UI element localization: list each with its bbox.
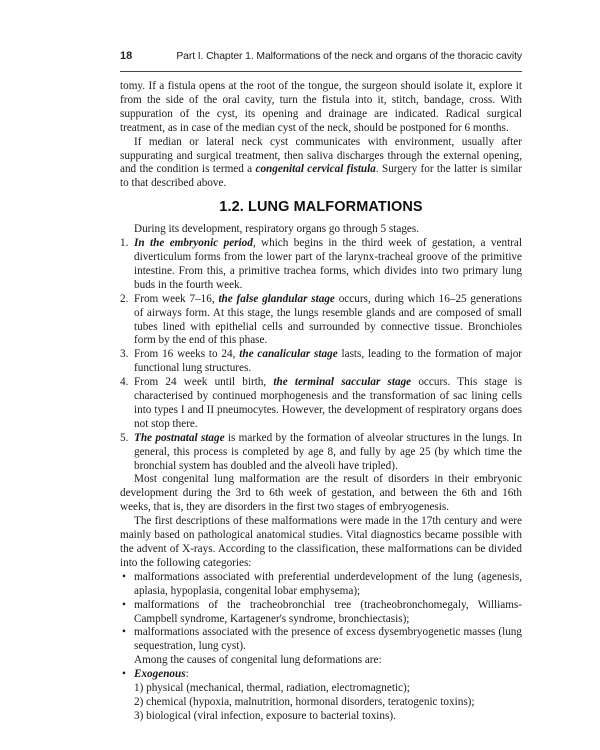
paragraph-embryonic-disorders: Most congenital lung malformation are the result of disorders in their embryonic development during the 3rd to 6th week of gestation, and between the 6th and 16th weeks, that is, they are disorders in the first two stages of embryogenesis.: [120, 473, 522, 514]
stages-list: [120, 237, 522, 473]
categories-list: [120, 571, 522, 654]
text-run: malformations associated with the presence of excess dysembryogenetic masses (lung sequestration, lung cyst).: [134, 626, 522, 653]
stage-item: [120, 237, 522, 293]
paragraph-causes: Among the causes of congenital lung deformations are:: [134, 654, 382, 667]
section-title: 1.2. LUNG MALFORMATIONS: [219, 199, 423, 216]
causes-list: [120, 668, 522, 682]
text-run: malformations of the tracheobronchial tree (tracheobronchomegaly, Williams-Campbell syndrome, Kartagener's syndrome, bronchiectasis);: [134, 598, 522, 625]
page-number: 18: [120, 50, 133, 62]
running-title: Part I. Chapter 1. Malformations of the neck and organs of the thoracic cavity: [176, 51, 522, 62]
stage-item: [120, 432, 522, 474]
text-run: occurs. This stage is characterised by continued morphogenesis and the transformation of sac lining cells into types I and II pneumocytes. However, the development of respiratory organs does not stop there.: [134, 376, 522, 430]
sub-item: 2) chemical (hypoxia, malnutrition, hormonal disorders, teratogenic toxins);: [134, 695, 475, 708]
bullet-icon: •: [122, 626, 126, 639]
item-number: 5.: [120, 431, 129, 444]
paragraph-cervical-fistula: [120, 136, 522, 192]
item-number: 1.: [120, 237, 129, 250]
paragraph-continued: tomy. If a fistula opens at the root of the tongue, the surgeon should isolate it, explore it from the side of the oral cavity, turn the fistula into it, stitch, bandage, cross. With suppuration of the cyst, its opening and drainage are indicated. Radical surgical treatment, as in case of the median cyst of the neck, should be postponed for 6 months.: [120, 80, 522, 134]
item-number: 4.: [120, 376, 129, 389]
text-run: lasts, leading to the formation of major functional lung structures.: [134, 348, 523, 375]
text-run: occurs, during which 16–25 generations of airways form. At this stage, the lungs resemble glands and are composed of small tubes lined with epithelial cells and surrounded by connective tissue. Bronchioles form by the end of this phase.: [134, 292, 522, 347]
bullet-icon: •: [122, 598, 126, 611]
header-rule: [120, 71, 522, 72]
text-run: From week 7–16,: [134, 292, 219, 305]
item-number: 2.: [120, 292, 129, 305]
list-item: [120, 599, 522, 627]
text-run: is marked by the formation of alveolar structures in the lungs. In general, this process is completed by age 8, and fully by age 25 (by which time the bronchial system has doubled and the alveoli have tripled).: [134, 431, 522, 472]
page-header: [120, 50, 522, 68]
emphasis-term: the false glandular stage: [218, 292, 335, 305]
stage-item: [120, 293, 522, 349]
emphasis-term: congenital cervical fistula: [255, 163, 376, 176]
bullet-icon: •: [122, 570, 126, 583]
list-item: [120, 571, 522, 599]
text-run: . Surgery for the latter is similar to that described above.: [120, 163, 523, 190]
bullet-icon: •: [122, 668, 126, 681]
stage-item: [120, 376, 522, 432]
sub-item: 3) biological (viral infection, exposure to bacterial toxins).: [134, 709, 396, 722]
list-item: [120, 668, 522, 682]
text-run: malformations associated with preferential underdevelopment of the lung (agenesis, aplasia, hypoplasia, congenital lobar emphysema);: [134, 570, 522, 597]
emphasis-term: In the embryonic period: [134, 237, 253, 250]
stage-item: [120, 348, 522, 376]
emphasis-term: The postnatal stage: [134, 431, 225, 444]
page-body: [120, 80, 522, 724]
emphasis-term: the canalicular stage: [239, 348, 338, 361]
paragraph-classification: The first descriptions of these malformations were made in the 17th century and were mainly based on pathological anatomical studies. Vital diagnostics became possible with the advent of X-rays. According to the classification, these malformations can be divided into the following categories:: [120, 515, 522, 569]
sub-item: 1) physical (mechanical, thermal, radiation, electromagnetic);: [134, 682, 410, 695]
emphasis-term: the terminal saccular stage: [273, 376, 412, 389]
text-run: , which begins in the third week of gestation, a ventral diverticulum forms from the lower part of the larynx-tracheal groove of the primitive intestine. From this, a primitive trachea forms, which divides into two primary lung buds in the fourth week.: [134, 237, 522, 291]
text-run: If median or lateral neck cyst communicates with environment, usually after suppurating and surgical treatment, then saliva discharges through the external opening, and the condition is termed a: [120, 135, 522, 176]
text-run: :: [185, 668, 189, 681]
list-item: [120, 626, 522, 654]
item-number: 3.: [120, 348, 129, 361]
paragraph-intro: During its development, respiratory organs go through 5 stages.: [134, 223, 420, 236]
text-run: From 16 weeks to 24,: [134, 348, 240, 361]
text-run: From 24 week until birth,: [134, 376, 274, 389]
emphasis-term: Exogenous: [134, 668, 186, 681]
